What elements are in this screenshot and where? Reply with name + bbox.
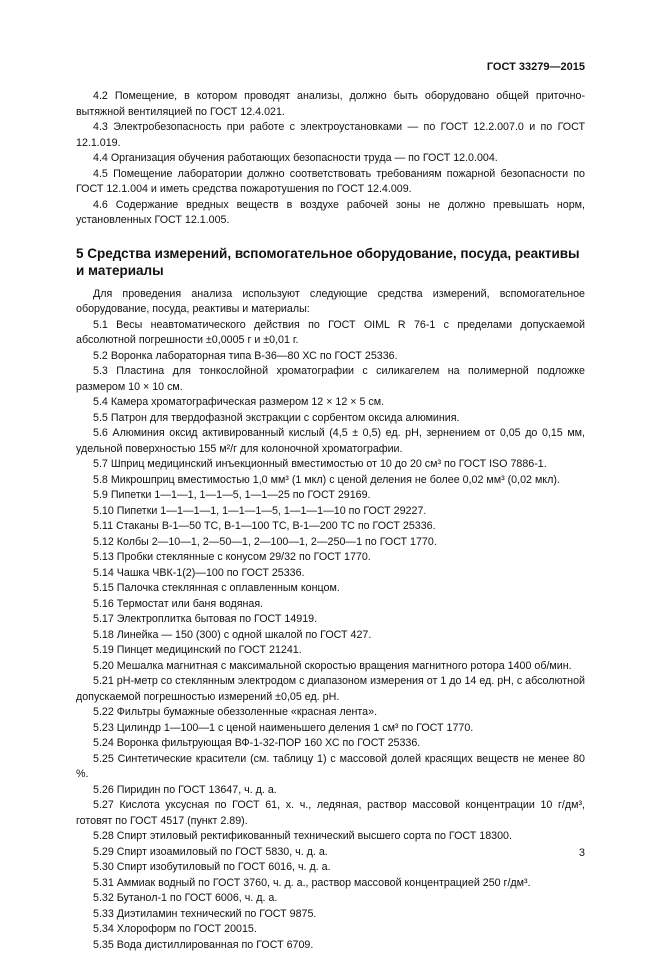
clause-5-31: 5.31 Аммиак водный по ГОСТ 3760, ч. д. а., раствор массовой концентрацией 250 г/дм³. [76, 876, 585, 892]
section-5-intro: Для проведения анализа используют следующие средства измерений, вспомогательное оборудование, посуда, реактивы и материалы: [76, 287, 585, 318]
clause-5-35: 5.35 Вода дистиллированная по ГОСТ 6709. [76, 938, 585, 953]
clause-5-6: 5.6 Алюминия оксид активированный кислый (4,5 ± 0,5) ед. рН, зернением от 0,05 до 0,15 мм, удельной поверхностью 155 м²/г для колоночной хроматографии. [76, 426, 585, 457]
clause-5-23: 5.23 Цилиндр 1—100—1 с ценой наименьшего деления 1 см³ по ГОСТ 1770. [76, 721, 585, 737]
clause-5-20: 5.20 Мешалка магнитная с максимальной скоростью вращения магнитного ротора 1400 об/мин. [76, 659, 585, 675]
clause-4-3: 4.3 Электробезопасность при работе с электроустановками — по ГОСТ 12.2.007.0 и по ГОСТ 12.1.019. [76, 120, 585, 151]
section-5-heading [76, 245, 585, 279]
clause-5-1: 5.1 Весы неавтоматического действия по ГОСТ OIML R 76-1 с пределами допускаемой абсолютной погрешности ±0,0005 г и ±0,01 г. [76, 318, 585, 349]
clause-5-10: 5.10 Пипетки 1—1—1—1, 1—1—1—5, 1—1—1—10 по ГОСТ 29227. [76, 504, 585, 520]
clause-5-9: 5.9 Пипетки 1—1—1, 1—1—5, 1—1—25 по ГОСТ 29169. [76, 488, 585, 504]
clause-5-22: 5.22 Фильтры бумажные обеззоленные «красная лента». [76, 705, 585, 721]
clause-5-18: 5.18 Линейка — 150 (300) с одной шкалой по ГОСТ 427. [76, 628, 585, 644]
clause-5-2: 5.2 Воронка лабораторная типа В-36—80 ХС по ГОСТ 25336. [76, 349, 585, 365]
clause-5-28: 5.28 Спирт этиловый ректификованный технический высшего сорта по ГОСТ 18300. [76, 829, 585, 845]
clause-5-25: 5.25 Синтетические красители (см. таблицу 1) с массовой долей красящих веществ не менее 80 %. [76, 752, 585, 783]
clause-5-19: 5.19 Пинцет медицинский по ГОСТ 21241. [76, 643, 585, 659]
clause-5-29: 5.29 Спирт изоамиловый по ГОСТ 5830, ч. д. а. [76, 845, 585, 861]
clause-5-4: 5.4 Камера хроматографическая размером 12 × 12 × 5 см. [76, 395, 585, 411]
clause-4-5: 4.5 Помещение лаборатории должно соответствовать требованиям пожарной безопасности по ГОСТ 12.1.004 и иметь средства пожаротушения по ГОСТ 12.4.009. [76, 167, 585, 198]
clause-5-26: 5.26 Пиридин по ГОСТ 13647, ч. д. а. [76, 783, 585, 799]
clause-5-3: 5.3 Пластина для тонкослойной хроматографии с силикагелем на полимерной подложке размером 10 × 10 см. [76, 364, 585, 395]
clause-5-34: 5.34 Хлороформ по ГОСТ 20015. [76, 922, 585, 938]
page-number: 3 [579, 847, 585, 859]
clause-5-33: 5.33 Диэтиламин технический по ГОСТ 9875. [76, 907, 585, 923]
clause-5-5: 5.5 Патрон для твердофазной экстракции с сорбентом оксида алюминия. [76, 411, 585, 427]
clause-5-11: 5.11 Стаканы В-1—50 ТС, В-1—100 ТС, В-1—200 ТС по ГОСТ 25336. [76, 519, 585, 535]
section-5-heading-line1: 5 Средства измерений, вспомогательное оборудование, посуда, реактивы [76, 245, 585, 262]
clause-5-24: 5.24 Воронка фильтрующая ВФ-1-32-ПОР 160 ХС по ГОСТ 25336. [76, 736, 585, 752]
clause-5-32: 5.32 Бутанол-1 по ГОСТ 6006, ч. д. а. [76, 891, 585, 907]
document-id-header: ГОСТ 33279—2015 [487, 61, 585, 73]
clause-5-12: 5.12 Колбы 2—10—1, 2—50—1, 2—100—1, 2—250—1 по ГОСТ 1770. [76, 535, 585, 551]
clause-5-30: 5.30 Спирт изобутиловый по ГОСТ 6016, ч. д. а. [76, 860, 585, 876]
clause-5-15: 5.15 Палочка стеклянная с оплавленным концом. [76, 581, 585, 597]
clause-5-8: 5.8 Микрошприц вместимостью 1,0 мм³ (1 мкл) с ценой деления не более 0,02 мм³ (0,02 мкл). [76, 473, 585, 489]
clause-5-13: 5.13 Пробки стеклянные с конусом 29/32 по ГОСТ 1770. [76, 550, 585, 566]
section-5-item-list [76, 318, 585, 953]
clause-5-7: 5.7 Шприц медицинский инъекционный вместимостью от 10 до 20 см³ по ГОСТ ISO 7886-1. [76, 457, 585, 473]
clause-5-14: 5.14 Чашка ЧВК-1(2)—100 по ГОСТ 25336. [76, 566, 585, 582]
clause-5-16: 5.16 Термостат или баня водяная. [76, 597, 585, 613]
clause-4-4: 4.4 Организация обучения работающих безопасности труда — по ГОСТ 12.0.004. [76, 151, 585, 167]
section-5-heading-line2: и материалы [76, 262, 585, 279]
clause-4-2: 4.2 Помещение, в котором проводят анализы, должно быть оборудовано общей приточно-вытяжной вентиляцией по ГОСТ 12.4.021. [76, 89, 585, 120]
clause-5-27: 5.27 Кислота уксусная по ГОСТ 61, х. ч., ледяная, раствор массовой концентрации 10 г/дм³, готовят по ГОСТ 4517 (пункт 2.89). [76, 798, 585, 829]
clause-4-6: 4.6 Содержание вредных веществ в воздухе рабочей зоны не должно превышать норм, установленных ГОСТ 12.1.005. [76, 198, 585, 229]
clause-5-17: 5.17 Электроплитка бытовая по ГОСТ 14919. [76, 612, 585, 628]
clause-5-21: 5.21 рН-метр со стеклянным электродом с диапазоном измерения от 1 до 14 ед. рН, с абсолютной допускаемой погрешностью измерений ±0,05 ед. рН. [76, 674, 585, 705]
page-content [76, 89, 585, 953]
